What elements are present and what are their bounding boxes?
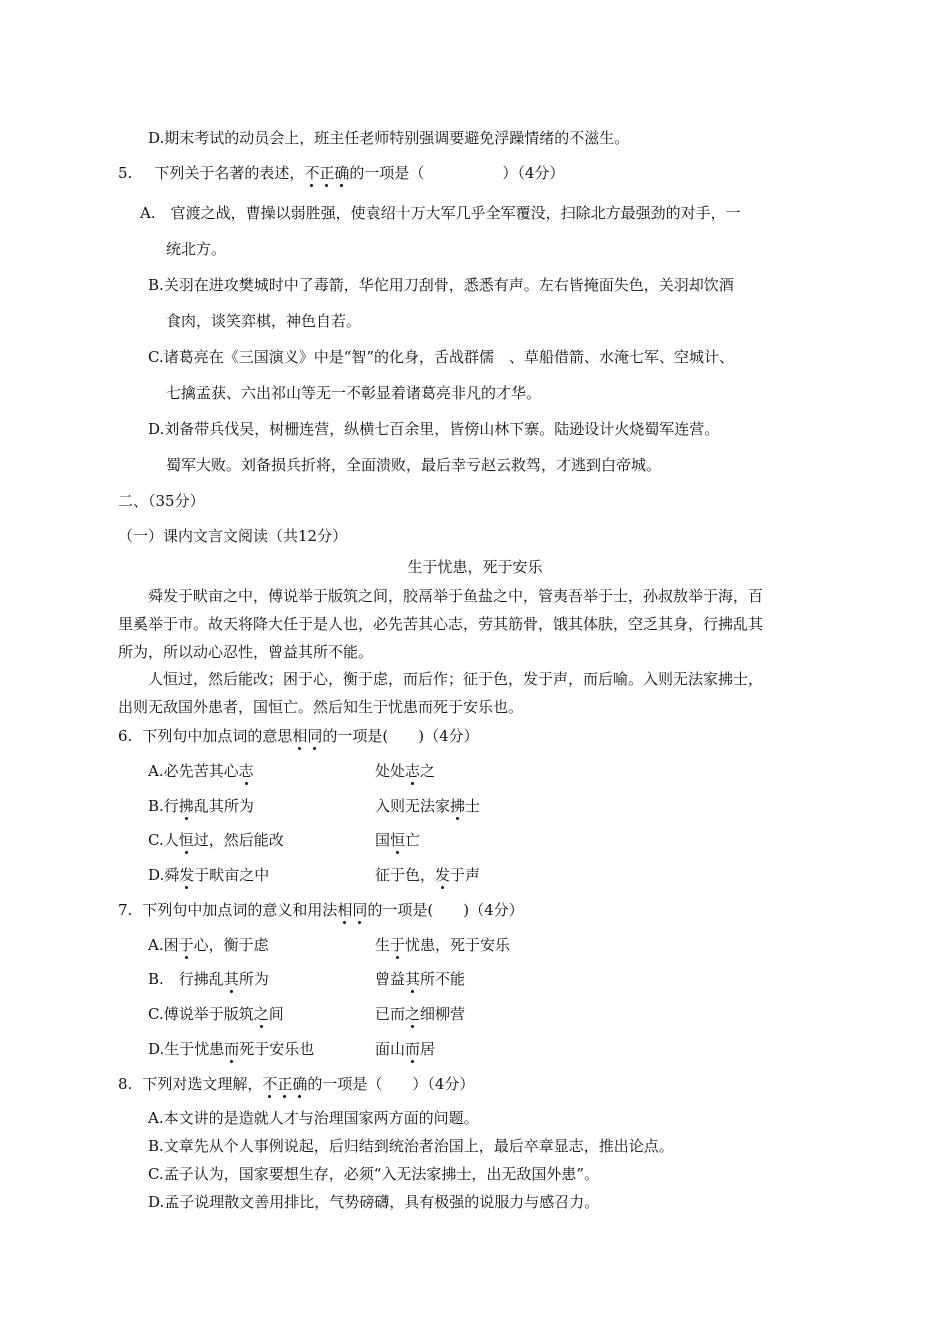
option-text: 过，然后能改	[193, 831, 284, 849]
q7-option-b-left	[148, 969, 269, 989]
q6-stem	[118, 726, 479, 746]
option-text: B.行	[148, 797, 179, 815]
option-text: 入则无法家	[375, 797, 451, 815]
q6-option-a-right	[375, 761, 435, 781]
option-text: A.困	[148, 936, 179, 954]
q7-option-d-left	[148, 1039, 314, 1059]
emphasis-dot-char: 而	[405, 1040, 421, 1058]
q8-stem	[118, 1074, 474, 1094]
q6-option-d-right	[375, 865, 480, 885]
q4-option-d: D.期末考试的动员会上，班主任老师特别强调要避免浮躁情绪的不滋生。	[148, 129, 630, 147]
q6-stem-text: 下列句中加点词的意思	[142, 727, 293, 745]
q6-stem-text: 的一项是( )（4分）	[322, 727, 479, 745]
emphasis-dot-char: 拂	[178, 797, 194, 815]
passage-line: 里奚举于市。故天将降大任于是人也，必先苦其心志，劳其筋骨，饿其体肤，空乏其身，行拂乱其	[118, 615, 764, 633]
option-text: 面山	[375, 1040, 406, 1058]
passage-line: 舜发于畎亩之中，傅说举于版筑之间，胶鬲举于鱼盐之中，管夷吾举于士，孙叔敖举于海，百	[148, 587, 764, 605]
option-text: 士	[465, 797, 481, 815]
option-text: 死于安乐也	[239, 1040, 315, 1058]
q7-number: 7.	[118, 901, 133, 919]
option-text: D.生于忧患	[148, 1040, 225, 1058]
option-text: 之	[420, 762, 436, 780]
q5-option-b-line1: B.关羽在进攻樊城时中了毒箭，华佗用刀刮骨，悉悉有声。左右皆掩面失色，关羽却饮酒	[148, 276, 734, 294]
emphasis-dot-char: 之	[405, 1005, 421, 1023]
emphasis-dot-char: 其	[405, 970, 421, 988]
q8-stem-text: 下列对选文理解，	[142, 1075, 263, 1093]
emphasis-dot-char: 拂	[450, 797, 466, 815]
emphasis-dot-char: 同	[307, 727, 323, 745]
emphasis-dot-char: 正	[277, 1075, 293, 1093]
option-text: 处处	[375, 762, 406, 780]
emphasis-dot-char: 同	[352, 901, 368, 919]
q5-option-a-line2: 统北方。	[166, 240, 227, 258]
q6-option-c-right	[375, 830, 420, 850]
option-text: B. 行拂乱	[148, 970, 224, 988]
q7-option-c-left	[148, 1004, 284, 1024]
option-text: 乱其所为	[193, 797, 254, 815]
q8-stem-text: 的一项是（ ）（4分）	[307, 1075, 475, 1093]
option-text: 于声	[450, 866, 481, 884]
q5-stem-text: 下列关于名著的表述，	[154, 164, 305, 182]
q7-option-a-right	[375, 935, 510, 955]
option-text: 国	[375, 831, 391, 849]
option-text: 所不能	[420, 970, 466, 988]
q6-option-b-left	[148, 796, 254, 816]
emphasis-dot-char: 不	[304, 164, 320, 182]
q5-number: 5.	[118, 164, 133, 182]
option-text: 曾益	[375, 970, 406, 988]
emphasis-dot-char: 之	[253, 1005, 269, 1023]
option-text: 征于色，	[375, 866, 436, 884]
emphasis-dot-char: 发	[179, 866, 195, 884]
q6-option-d-left	[148, 865, 269, 885]
option-text: 忧患，死于安乐	[405, 936, 511, 954]
q8-option-b: B.文章先从个人事例说起，后归结到统治者治国上，最后卒章显志，推出论点。	[148, 1137, 674, 1155]
q8-number: 8.	[118, 1075, 133, 1093]
q8-option-c: C.孟子认为，国家要想生存，必须“入无法家拂士，出无敌国外患”。	[148, 1165, 600, 1183]
emphasis-dot-char: 确	[334, 164, 350, 182]
q6-option-c-left	[148, 830, 284, 850]
q5-stem-score: ）（4分）	[502, 164, 565, 182]
emphasis-dot-char: 恒	[390, 831, 406, 849]
option-text: 所为	[238, 970, 269, 988]
q8-option-d: D.孟子说理散文善用排比，气势磅礴，具有极强的说服力与感召力。	[148, 1193, 600, 1211]
option-text: 生	[375, 936, 391, 954]
emphasis-dot-char: 不	[262, 1075, 278, 1093]
q7-option-a-left	[148, 935, 269, 955]
option-text: 已而	[375, 1005, 406, 1023]
q5-option-c-line2: 七擒孟获、六出祁山等无一不彰显着诸葛亮非凡的才华。	[166, 384, 542, 402]
emphasis-dot-char: 恒	[178, 831, 194, 849]
option-text: C.傅说举于版筑	[148, 1005, 254, 1023]
q5-option-d-line1: D.刘备带兵伐吴，树栅连营，纵横七百余里，皆傍山林下寨。陆逊设计火烧蜀军连营。	[148, 420, 720, 438]
option-text: 居	[420, 1040, 436, 1058]
q8-option-a: A.本文讲的是造就人才与治理国家两方面的问题。	[148, 1109, 479, 1127]
option-text: 心，衡于虑	[193, 936, 269, 954]
emphasis-dot-char: 相	[337, 901, 353, 919]
q6-option-b-right	[375, 796, 480, 816]
passage-title: 生于忧患，死于安乐	[407, 558, 543, 576]
q7-stem-text: 下列句中加点词的意义和用法	[142, 901, 338, 919]
emphasis-dot-char: 志	[238, 762, 254, 780]
option-text: 间	[268, 1005, 284, 1023]
q5-option-a-line1: A. 官渡之战，曹操以弱胜强，使袁绍十万大军几乎全军覆没，扫除北方最强劲的对手，一	[140, 204, 741, 222]
passage-line: 人恒过，然后能改；困于心，衡于虑，而后作；征于色，发于声，而后喻。入则无法家拂士，	[148, 670, 764, 688]
q6-option-a-left	[148, 761, 254, 781]
section-heading: 二、（35分）	[118, 492, 205, 510]
option-text: 亡	[405, 831, 421, 849]
emphasis-dot-char: 而	[224, 1040, 240, 1058]
option-text: A.必先苦其心	[148, 762, 239, 780]
emphasis-dot-char: 志	[405, 762, 421, 780]
q7-option-b-right	[375, 969, 465, 989]
q5-stem-text: 的一项是（	[349, 164, 425, 182]
emphasis-dot-char: 发	[435, 866, 451, 884]
emphasis-dot-char: 确	[292, 1075, 308, 1093]
q7-stem	[118, 900, 524, 920]
passage-line: 出则无敌国外患者，国恒亡。然后知生于忧患而死于安乐也。	[118, 698, 524, 716]
q5-stem	[118, 163, 564, 183]
option-text: 细柳营	[420, 1005, 466, 1023]
emphasis-dot-char: 相	[292, 727, 308, 745]
option-text: 于畎亩之中	[194, 866, 270, 884]
emphasis-dot-char: 于	[178, 936, 194, 954]
subsection-heading: （一）课内文言文阅读（共12分）	[118, 527, 348, 545]
q6-number: 6.	[118, 727, 133, 745]
q7-stem-text: 的一项是( )（4分）	[367, 901, 524, 919]
emphasis-dot-char: 其	[223, 970, 239, 988]
q7-option-d-right	[375, 1039, 435, 1059]
passage-line: 所为，所以动心忍性，曾益其所不能。	[118, 643, 374, 661]
q5-option-d-line2: 蜀军大败。刘备损兵折将，全面溃败，最后幸亏赵云救驾，才逃到白帝城。	[166, 456, 662, 474]
option-text: D.舜	[148, 866, 180, 884]
emphasis-dot-char: 于	[390, 936, 406, 954]
q5-option-c-line1: C.诸葛亮在《三国演义》中是“智”的化身，舌战群儒 、草船借箭、水淹七军、空城计、	[148, 348, 735, 366]
q5-option-b-line2: 食肉，谈笑弈棋，神色自若。	[166, 312, 362, 330]
option-text: C.人	[148, 831, 179, 849]
emphasis-dot-char: 正	[319, 164, 335, 182]
q7-option-c-right	[375, 1004, 465, 1024]
